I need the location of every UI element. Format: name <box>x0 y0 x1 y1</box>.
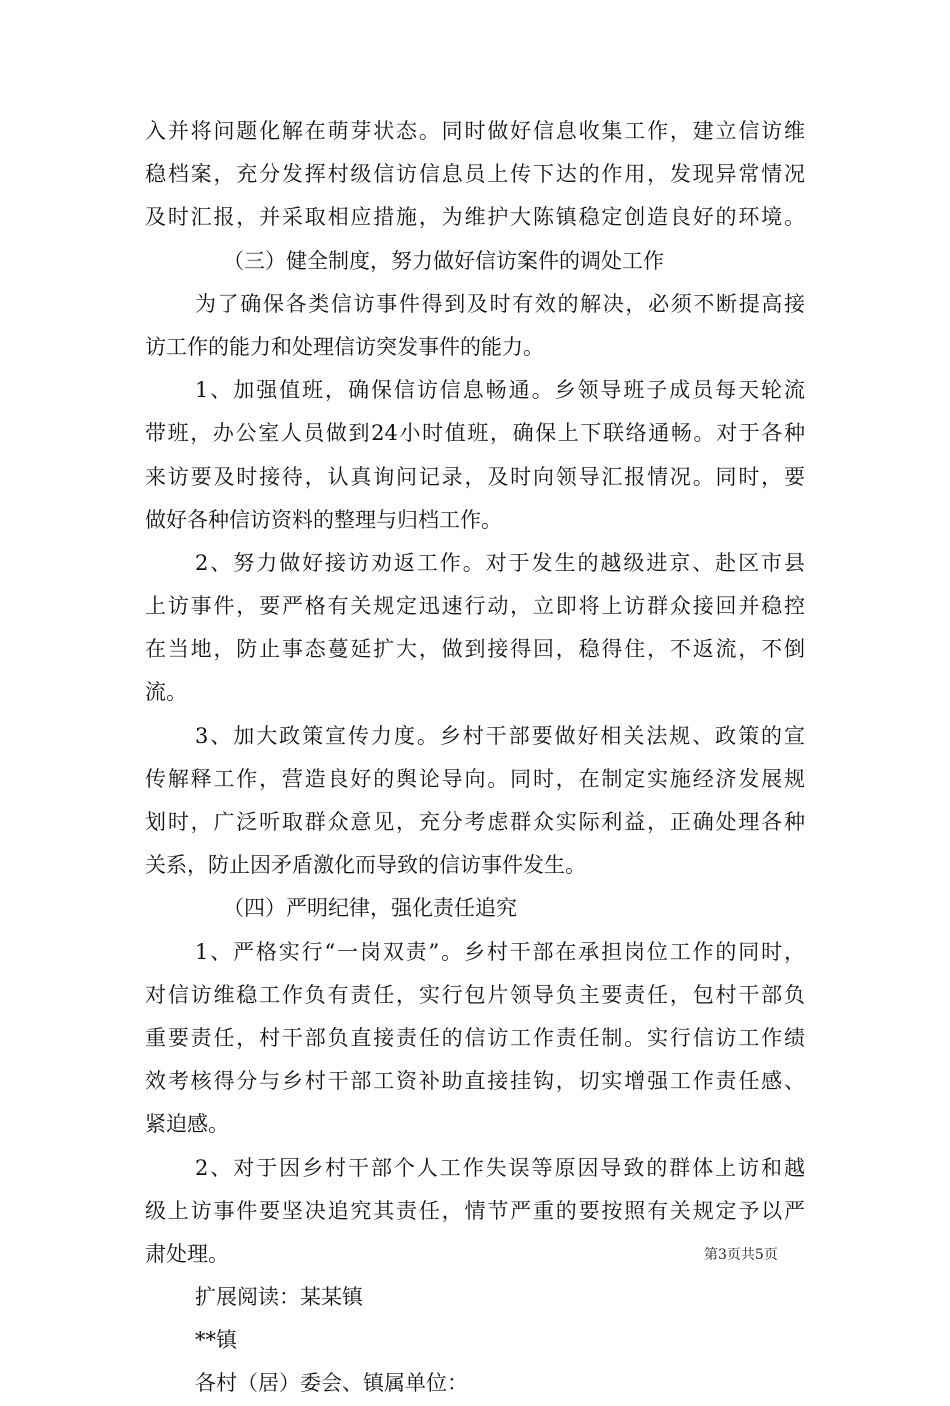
text-line: 关系，防止因矛盾激化而导致的信访事件发生。 <box>145 853 586 878</box>
text-line: （三）健全制度，努力做好信访案件的调处工作 <box>223 248 664 273</box>
text-line: 对信访维稳工作负有责任，实行包片领导负主要责任，包村干部负 <box>145 982 805 1007</box>
text-line: 流。 <box>145 680 187 705</box>
text-line: 稳档案，充分发挥村级信访信息员上传下达的作用，发现异常情况 <box>145 162 805 187</box>
text-line: 紧迫感。 <box>145 1112 229 1137</box>
text-line: 划时，广泛听取群众意见，充分考虑群众实际利益，正确处理各种 <box>145 810 805 834</box>
text-line: 扩展阅读：某某镇 <box>195 1285 363 1310</box>
text-line: 来访要及时接待，认真询问记录，及时向领导汇报情况。同时，要 <box>145 464 805 489</box>
text-line: 传解释工作，营造良好的舆论导向。同时，在制定实施经济发展规 <box>145 766 805 791</box>
text-line: （四）严明纪律，强化责任追究 <box>223 896 517 921</box>
text-line: 为了确保各类信访事件得到及时有效的解决，必须不断提高接 <box>195 291 805 316</box>
text-line: 各村（居）委会、镇属单位： <box>195 1371 468 1396</box>
text-line: 上访事件，要严格有关规定迅速行动，立即将上访群众接回并稳控 <box>145 594 805 619</box>
text-line: 效考核得分与乡村干部工资补助直接挂钩，切实增强工作责任感、 <box>145 1069 805 1094</box>
text-line: 2、努力做好接访劝返工作。对于发生的越级进京、赴区市县 <box>195 550 805 575</box>
text-line: 3、加大政策宣传力度。乡村干部要做好相关法规、政策的宣 <box>195 723 805 748</box>
text-line: **镇 <box>195 1328 237 1353</box>
text-line: 访工作的能力和处理信访突发事件的能力。 <box>145 334 544 359</box>
text-line: 带班，办公室人员做到24小时值班，确保上下联络通畅。对于各种 <box>145 421 805 446</box>
text-line: 1、加强值班，确保信访信息畅通。乡领导班子成员每天轮流 <box>195 378 805 403</box>
text-line: 在当地，防止事态蔓延扩大，做到接得回，稳得住，不返流，不倒 <box>145 637 805 662</box>
text-line: 重要责任，村干部负直接责任的信访工作责任制。实行信访工作绩 <box>145 1025 805 1050</box>
text-line: 1、严格实行“一岗双责”。乡村干部在承担岗位工作的同时， <box>195 939 805 964</box>
text-line: 做好各种信访资料的整理与归档工作。 <box>145 507 502 532</box>
text-line: 2、对于因乡村干部个人工作失误等原因导致的群体上访和越 <box>195 1155 805 1180</box>
text-line: 及时汇报，并采取相应措施，为维护大陈镇稳定创造良好的环境。 <box>145 205 805 230</box>
text-line: 肃处理。 <box>145 1241 229 1266</box>
document-body <box>145 110 805 1406</box>
text-line: 入并将问题化解在萌芽状态。同时做好信息收集工作，建立信访维 <box>145 119 805 143</box>
page-number: 第3页共5页 <box>704 1247 778 1263</box>
text-line: 级上访事件要坚决追究其责任，情节严重的要按照有关规定予以严 <box>145 1198 805 1223</box>
